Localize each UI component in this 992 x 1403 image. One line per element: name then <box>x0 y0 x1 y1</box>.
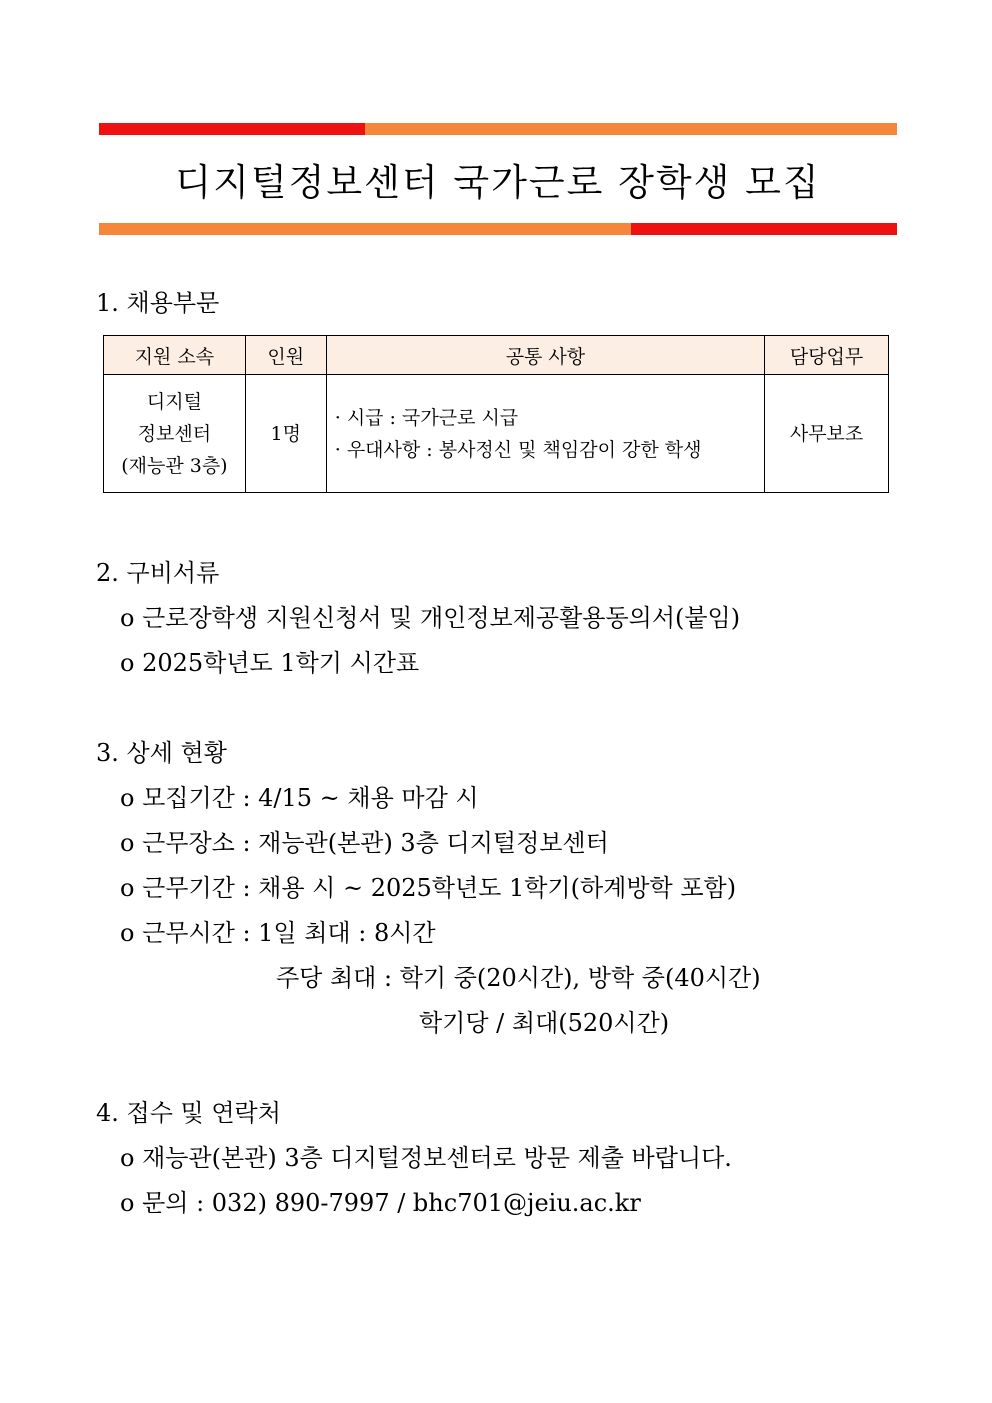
title-bottom-bar <box>99 223 897 235</box>
section-heading-contact: 4. 접수 및 연락처 <box>96 1099 281 1127</box>
page-title: 디지털정보센터 국가근로 장학생 모집 <box>175 161 821 204</box>
list-item: o 근로장학생 지원신청서 및 개인정보제공활용동의서(붙임) <box>120 604 741 632</box>
section-heading-documents: 2. 구비서류 <box>96 559 220 587</box>
table-row <box>104 375 889 493</box>
table-header-row <box>104 336 889 375</box>
work-hours-weekly: 주당 최대 : 학기 중(20시간), 방학 중(40시간) <box>276 964 761 992</box>
affiliation-line: 정보센터 <box>137 422 212 445</box>
section-heading-details: 3. 상세 현황 <box>96 739 227 767</box>
list-item: o 근무시간 : 1일 최대 : 8시간 <box>120 919 436 947</box>
header-affiliation: 지원 소속 <box>104 336 246 375</box>
common-item: · 시급 : 국가근로 시급 <box>334 406 519 429</box>
cell-duty: 사무보조 <box>765 375 889 493</box>
cell-affiliation <box>104 375 246 493</box>
work-hours-semester: 학기당 / 최대(520시간) <box>419 1009 670 1037</box>
header-duty: 담당업무 <box>765 336 889 375</box>
list-item: o 근무장소 : 재능관(본관) 3층 디지털정보센터 <box>120 829 609 857</box>
list-item: o 2025학년도 1학기 시간표 <box>120 649 420 677</box>
list-item: o 근무기간 : 채용 시 ~ 2025학년도 1학기(하계방학 포함) <box>120 874 737 902</box>
list-item: o 모집기간 : 4/15 ~ 채용 마감 시 <box>120 784 479 812</box>
cell-common <box>326 375 764 493</box>
affiliation-line: 디지털 <box>146 390 202 413</box>
list-item: o 재능관(본관) 3층 디지털정보센터로 방문 제출 바랍니다. <box>120 1144 732 1172</box>
header-count: 인원 <box>245 336 326 375</box>
cell-count: 1명 <box>245 375 326 493</box>
header-common: 공통 사항 <box>326 336 764 375</box>
affiliation-line: (재능관 3층) <box>121 454 228 477</box>
recruit-table <box>103 335 889 493</box>
title-top-bar <box>99 123 897 135</box>
common-item: · 우대사항 : 봉사정신 및 책임감이 강한 학생 <box>334 438 702 461</box>
section-heading-recruit: 1. 채용부문 <box>96 289 220 317</box>
contact-line: o 문의 : 032) 890-7997 / bhc701@jeiu.ac.kr <box>120 1189 641 1217</box>
